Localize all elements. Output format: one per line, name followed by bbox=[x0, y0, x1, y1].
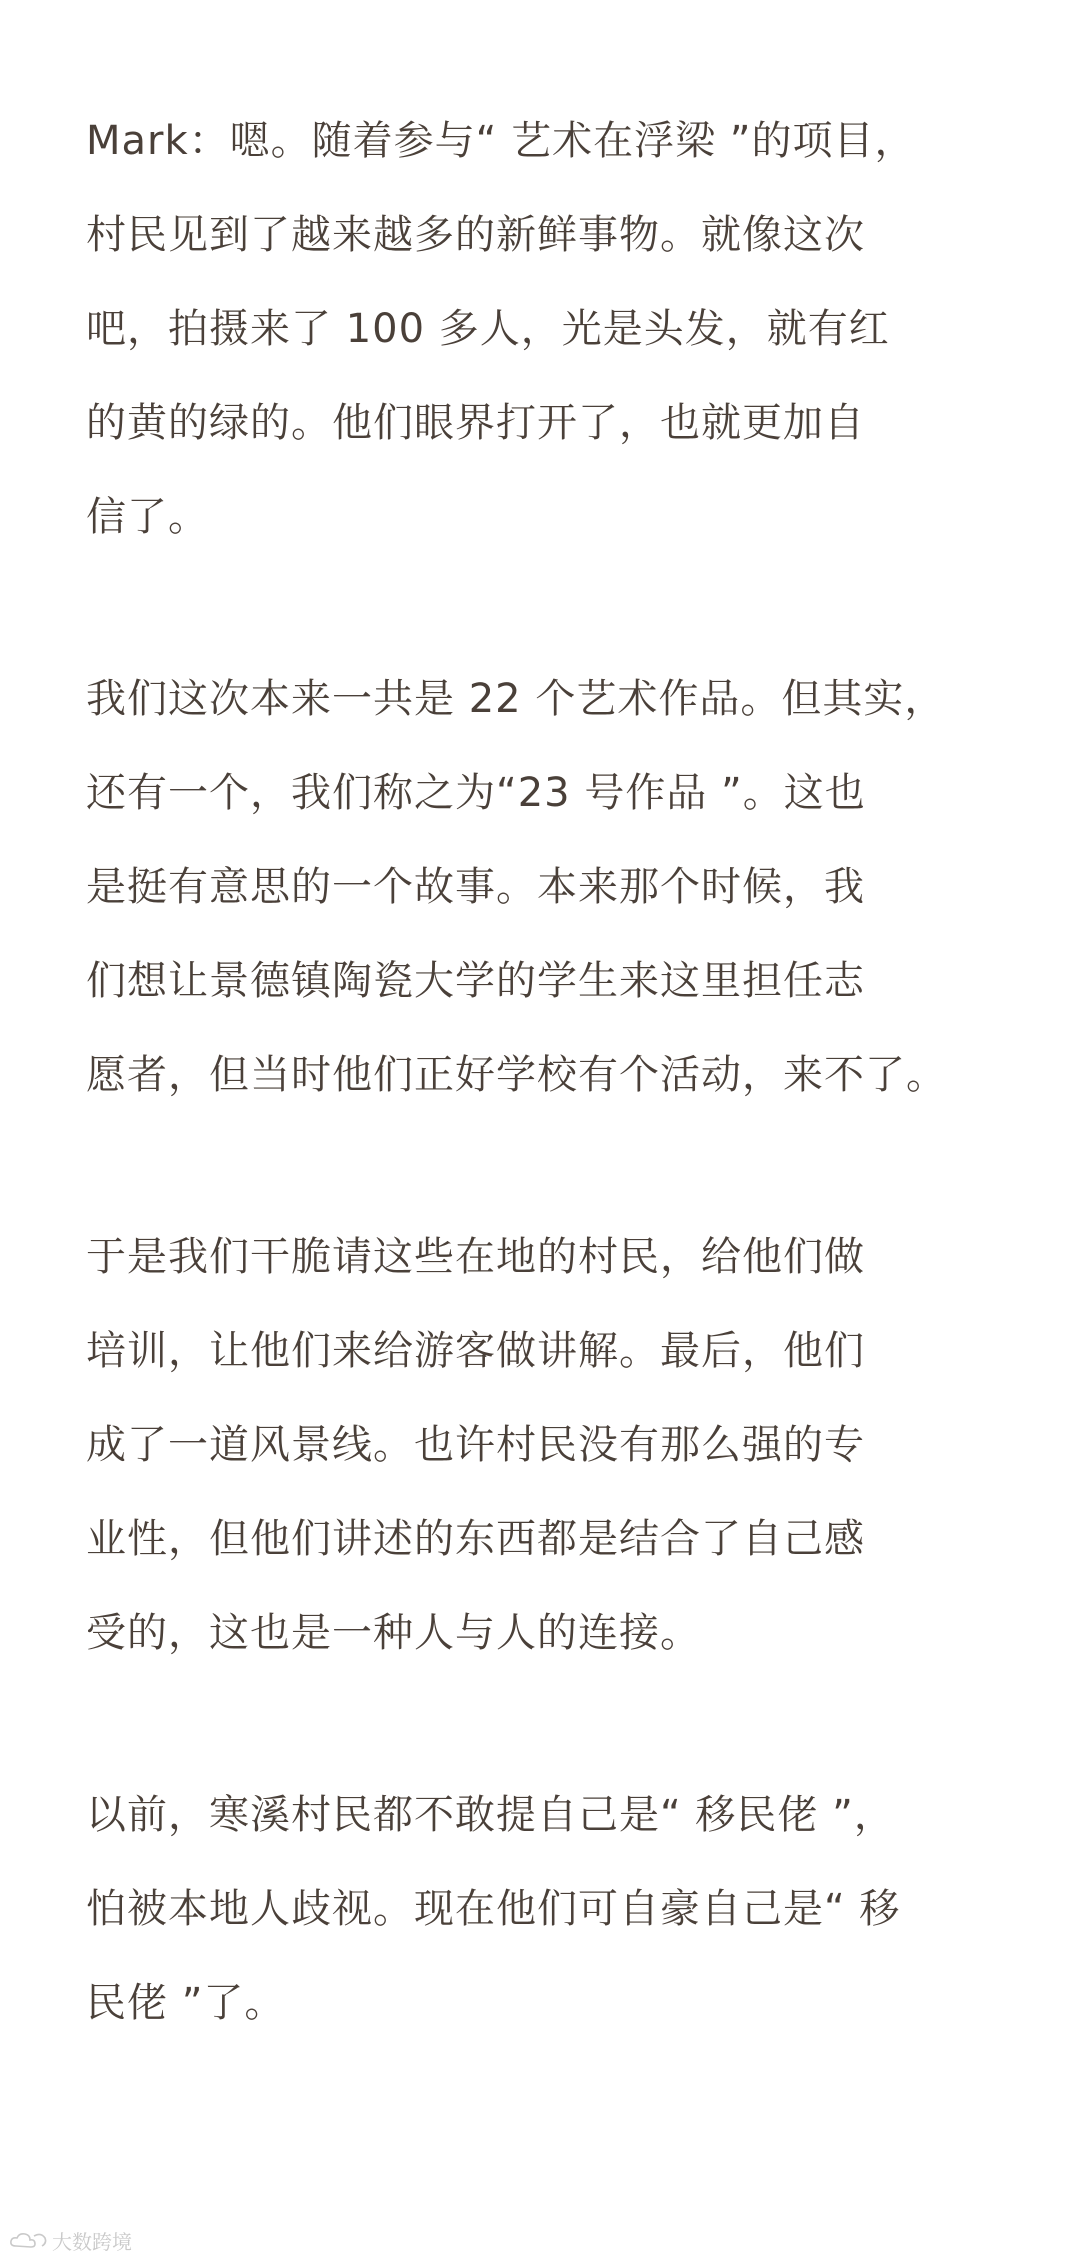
text-line: 成了一道风景线。也许村民没有那么强的专 bbox=[86, 1422, 865, 1468]
text-line: 还有一个，我们称之为“23 号作品 ”。这也 bbox=[86, 770, 866, 816]
text-line: 怕被本地人歧视。现在他们可自豪自己是“ 移 bbox=[86, 1886, 901, 1932]
text-line: 们想让景德镇陶瓷大学的学生来这里担任志 bbox=[86, 958, 865, 1004]
text-line: 培训，让他们来给游客做讲解。最后，他们 bbox=[86, 1328, 865, 1374]
text-line: 于是我们干脆请这些在地的村民，给他们做 bbox=[86, 1234, 865, 1280]
text-line: 村民见到了越来越多的新鲜事物。就像这次 bbox=[86, 212, 865, 258]
text-line: 愿者，但当时他们正好学校有个活动，来不了。 bbox=[86, 1052, 947, 1098]
paragraph-1 bbox=[86, 94, 1006, 564]
paragraph-2 bbox=[86, 652, 1006, 1122]
text-line: 我们这次本来一共是 22 个艺术作品。但其实， bbox=[86, 676, 946, 722]
watermark bbox=[8, 2226, 132, 2255]
cloud-logo-icon bbox=[8, 2230, 48, 2252]
article-body bbox=[86, 94, 1006, 2138]
text-line: 信了。 bbox=[86, 494, 209, 540]
text-line: 以前，寒溪村民都不敢提自己是“ 移民佬 ”， bbox=[86, 1792, 895, 1838]
text-line: 的黄的绿的。他们眼界打开了，也就更加自 bbox=[86, 400, 865, 446]
text-line: 是挺有意思的一个故事。本来那个时候，我 bbox=[86, 864, 865, 910]
text-line: 业性，但他们讲述的东西都是结合了自己感 bbox=[86, 1516, 865, 1562]
text-line: 受的，这也是一种人与人的连接。 bbox=[86, 1610, 701, 1656]
paragraph-3 bbox=[86, 1210, 1006, 1680]
text-line: 吧，拍摄来了 100 多人，光是头发，就有红 bbox=[86, 306, 890, 352]
text-line: 民佬 ”了。 bbox=[86, 1980, 286, 2026]
paragraph-4 bbox=[86, 1768, 1006, 2050]
watermark-text: 大数跨境 bbox=[52, 2230, 132, 2254]
text-line: Mark：嗯。随着参与“ 艺术在浮梁 ”的项目， bbox=[86, 118, 916, 164]
